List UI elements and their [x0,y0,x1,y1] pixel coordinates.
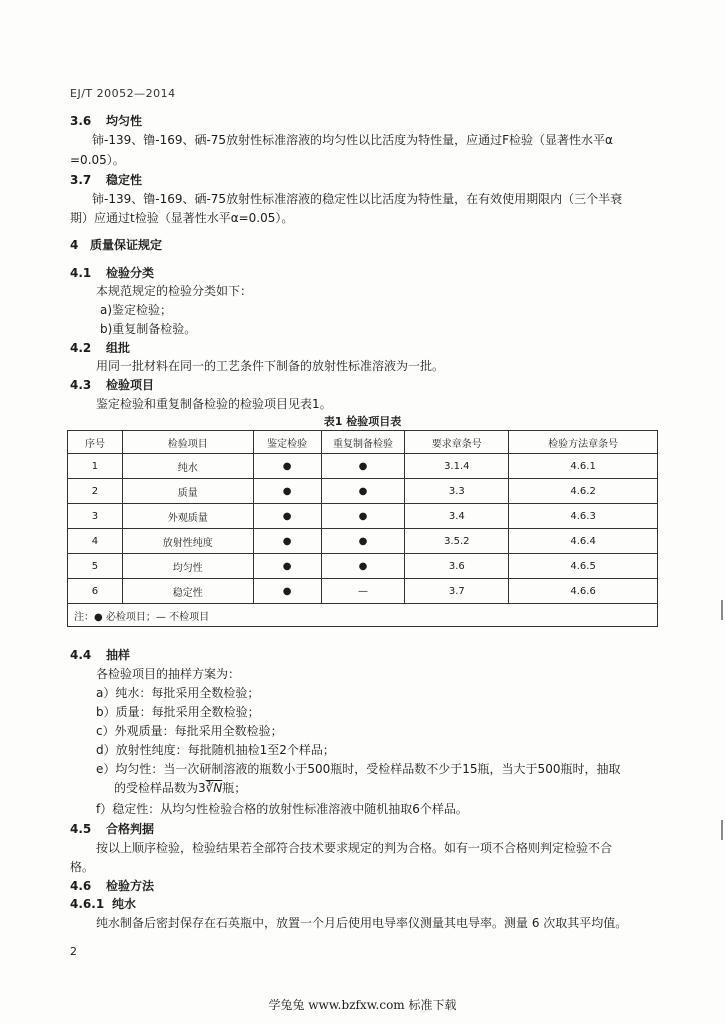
requirement-clause: 3.4 [405,504,509,529]
requirement-clause: 3.5.2 [405,529,509,554]
s37-line2: 期）应通过t检验（显著性水平α=0.05）。 [70,211,294,225]
header-cell: 检验项目 [122,431,253,454]
scan-edge-mark [721,820,723,840]
table-caption: 表1 检验项目表 [323,415,402,428]
row-number: 1 [68,454,123,479]
header-cell: 鉴定检验 [253,431,321,454]
s461-text: 纯水制备后密封保存在石英瓶中，放置一个月后使用电导率仪测量其电导率。测量 6 次取其平均值。 [96,916,628,930]
section-number: 4.5 [70,822,92,836]
repeat-check: ● [321,529,405,554]
inspection-item: 均匀性 [122,554,253,579]
section-number: 3.7 [70,173,92,187]
method-clause: 4.6.1 [509,454,658,479]
section-title: 组批 [106,341,131,355]
section-3-6-heading [70,112,142,129]
requirement-clause: 3.7 [405,579,509,604]
method-clause: 4.6.6 [509,579,658,604]
identification-check: ● [253,579,321,604]
repeat-check: ● [321,454,405,479]
identification-check: ● [253,479,321,504]
identification-check: ● [253,554,321,579]
page-number: 2 [70,945,77,958]
table-row [68,479,658,504]
s45-line1: 按以上顺序检验，检验结果若全部符合技术要求规定的判为合格。如有一项不合格则判定检验不合 [96,841,613,855]
inspection-item: 纯水 [122,454,253,479]
section-title: 质量保证规定 [90,238,163,252]
table-row [68,579,658,604]
header-cell: 要求章条号 [405,431,509,454]
section-title: 检验分类 [106,266,155,280]
method-clause: 4.6.5 [509,554,658,579]
section-title: 检验项目 [106,378,155,392]
s44-item-e-line2 [114,779,246,796]
s44-item-a: a）纯水：每批采用全数检验； [96,686,260,700]
footer-watermark: 学兔兔 www.bzfxw.com 标准下载 [268,998,457,1012]
repeat-check: — [321,579,405,604]
section-number: 4 [70,238,79,252]
table-row [68,504,658,529]
s41-intro: 本规范规定的检验分类如下： [96,284,253,298]
section-4-4-heading [70,646,130,663]
method-clause: 4.6.4 [509,529,658,554]
s45-line2: 格。 [70,860,95,874]
section-number: 4.6 [70,879,92,893]
s36-line1: 铈-139、镥-169、硒-75放射性标准溶液的均匀性以比活度为特性量，应通过F检验（显著性水平α [92,133,613,147]
section-number: 4.2 [70,341,92,355]
section-title: 合格判据 [106,822,155,836]
s44-item-c: c）外观质量：每批采用全数检验； [96,724,283,738]
section-title: 稳定性 [106,173,143,187]
inspection-item: 外观质量 [122,504,253,529]
section-4-2-heading [70,339,130,356]
row-number: 5 [68,554,123,579]
row-number: 4 [68,529,123,554]
section-title: 纯水 [112,897,137,911]
s41-item-a: a)鉴定检验； [100,303,173,317]
requirement-clause: 3.1.4 [405,454,509,479]
inspection-item: 稳定性 [122,579,253,604]
header-cell: 重复制备检验 [321,431,405,454]
identification-check: ● [253,504,321,529]
section-number: 4.1 [70,266,92,280]
section-title: 抽样 [106,648,131,662]
s44-item-b: b）质量：每批采用全数检验； [96,705,260,719]
s37-line1: 铈-139、镥-169、硒-75放射性标准溶液的稳定性以比活度为特性量，在有效使用期限内（三个半衰 [92,192,623,206]
row-number: 6 [68,579,123,604]
table-header-row [68,431,658,454]
inspection-items-table [67,430,658,627]
s44-item-d: d）放射性纯度：每批随机抽检1至2个样品； [96,743,335,757]
requirement-clause: 3.3 [405,479,509,504]
identification-check: ● [253,529,321,554]
section-4-3-heading [70,376,154,393]
repeat-check: ● [321,554,405,579]
table-row [68,454,658,479]
s42-text: 用同一批材料在同一的工艺条件下制备的放射性标准溶液为一批。 [96,359,445,373]
section-number: 3.6 [70,114,92,128]
s44-item-f: f）稳定性：从均匀性检验合格的放射性标准溶液中随机抽取6个样品。 [96,802,468,816]
section-4-1-heading [70,264,154,281]
section-number: 4.6.1 [70,897,105,911]
scan-edge-mark [721,600,723,620]
s36-line2: =0.05）。 [70,153,125,167]
cube-root-formula: ∛N [205,781,223,795]
table-note-row [68,604,658,627]
section-number: 4.4 [70,648,92,662]
table-note: 注：● 必检项目；— 不检项目 [68,604,658,627]
section-4-heading [70,236,162,253]
requirement-clause: 3.6 [405,554,509,579]
header-cell: 序号 [68,431,123,454]
method-clause: 4.6.2 [509,479,658,504]
s43-text: 鉴定检验和重复制备检验的检验项目见表1。 [96,397,332,411]
row-number: 2 [68,479,123,504]
section-number: 4.3 [70,378,92,392]
identification-check: ● [253,454,321,479]
table-row [68,529,658,554]
table-row [68,554,658,579]
section-3-7-heading [70,171,142,188]
section-4-5-heading [70,820,154,837]
inspection-item: 放射性纯度 [122,529,253,554]
repeat-check: ● [321,504,405,529]
section-4-6-1-heading [70,895,136,912]
section-title: 均匀性 [106,114,143,128]
standard-code: EJ/T 20052—2014 [70,87,176,100]
s44-intro: 各检验项目的抽样方案为： [96,667,241,681]
s41-item-b: b)重复制备检验。 [100,322,197,336]
inspection-item: 质量 [122,479,253,504]
repeat-check: ● [321,479,405,504]
row-number: 3 [68,504,123,529]
section-4-6-heading [70,877,154,894]
method-clause: 4.6.3 [509,504,658,529]
s44-item-e-line1: e）均匀性：当一次研制溶液的瓶数小于500瓶时，受检样品数不少于15瓶，当大于500瓶时，抽取 [96,762,621,776]
sample-count-text: 的受检样品数为3 [114,781,206,795]
header-cell: 检验方法章条号 [509,431,658,454]
section-title: 检验方法 [106,879,155,893]
sample-count-unit: 瓶； [222,781,247,795]
